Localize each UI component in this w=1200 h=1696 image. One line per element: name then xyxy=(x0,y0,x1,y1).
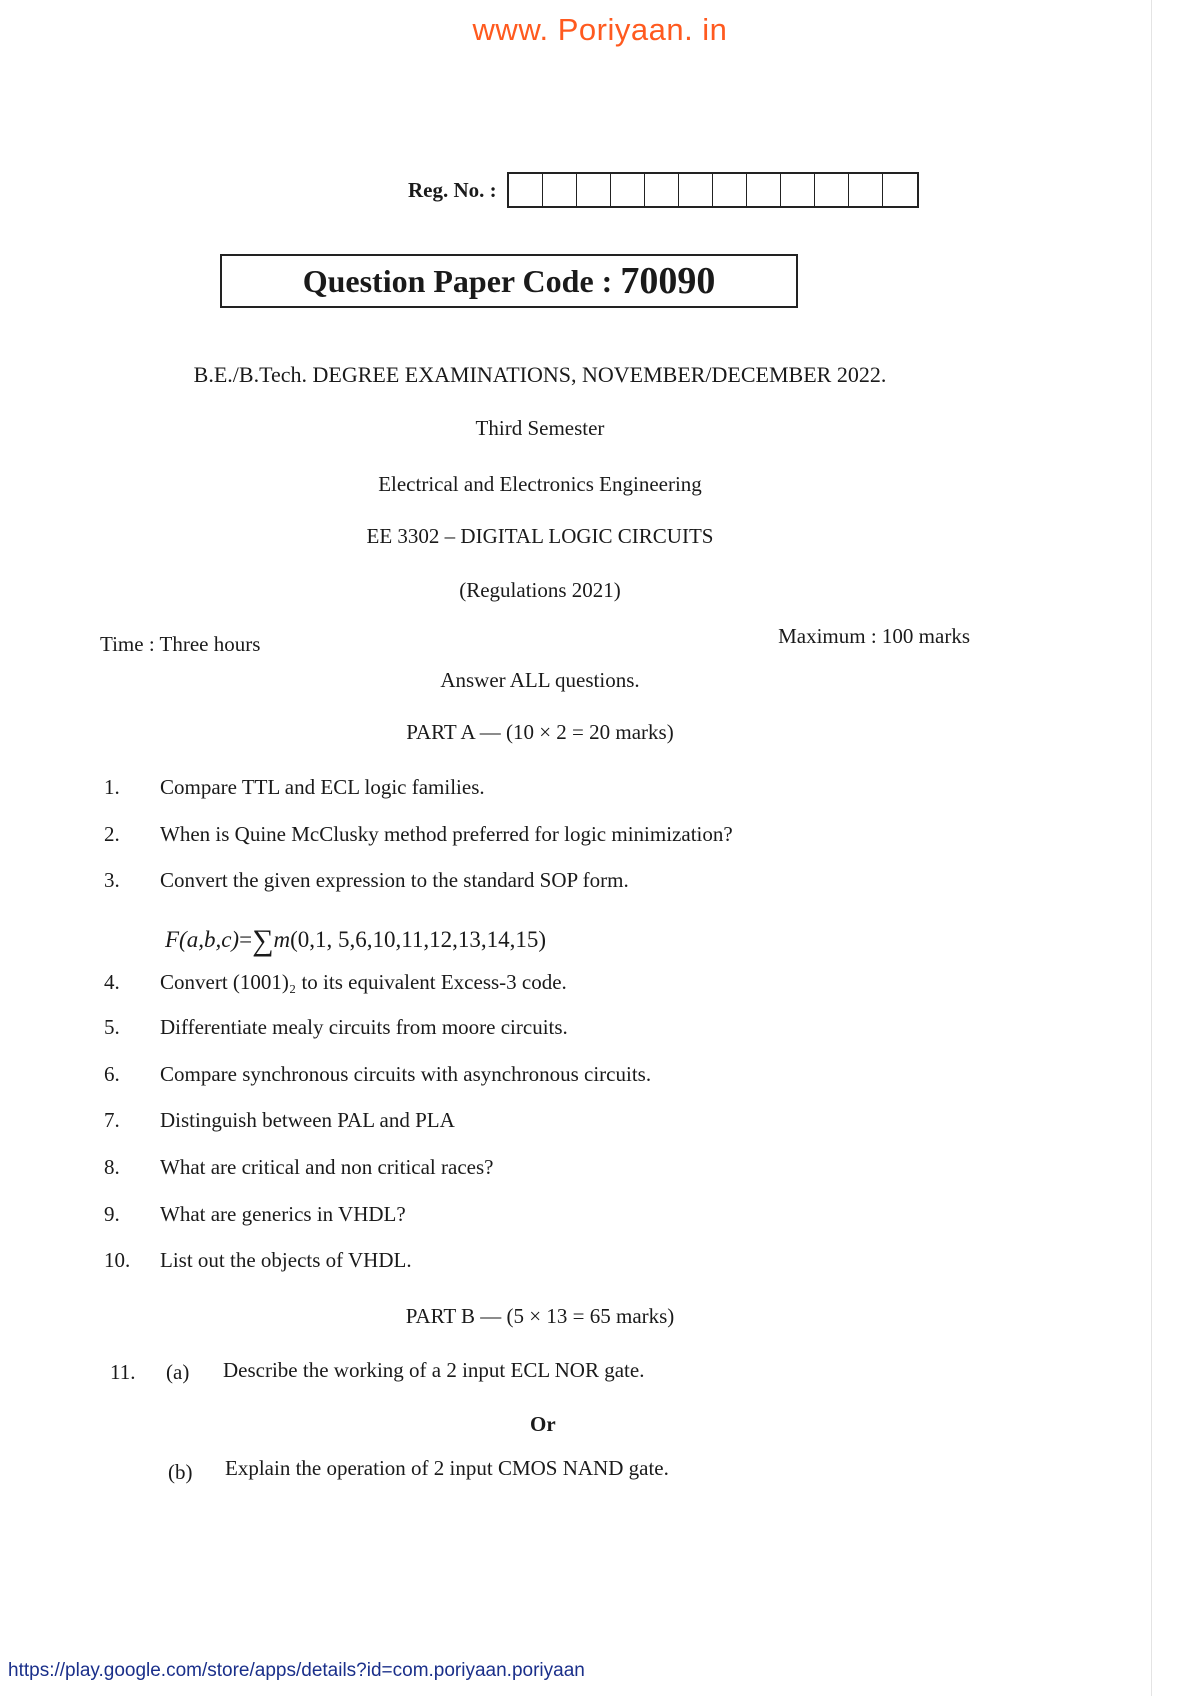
formula-lhs: F(a,b,c) xyxy=(165,927,240,952)
qpc-code: 70090 xyxy=(620,260,716,302)
formula-terms: (0,1, 5,6,10,11,12,13,14,15) xyxy=(290,927,547,952)
question-paper-code-box xyxy=(220,254,798,308)
question-number: 9. xyxy=(104,1202,120,1226)
question-number: 6. xyxy=(104,1062,120,1086)
question-text: When is Quine McClusky method preferred for logic minimization? xyxy=(160,822,733,846)
formula-equals: = xyxy=(239,927,253,952)
question-text: Distinguish between PAL and PLA xyxy=(160,1108,455,1132)
question-row xyxy=(0,1108,1100,1144)
reg-no-box[interactable] xyxy=(577,174,611,206)
question-number: 3. xyxy=(104,868,120,892)
branch: Electrical and Electronics Engineering xyxy=(378,472,702,496)
question-number: 10. xyxy=(104,1248,131,1272)
reg-no-box[interactable] xyxy=(883,174,917,206)
q11b-label: (b) xyxy=(168,1460,193,1484)
reg-no-box[interactable] xyxy=(849,174,883,206)
sigma-symbol: ∑ xyxy=(252,924,274,957)
course-title: EE 3302 – DIGITAL LOGIC CIRCUITS xyxy=(366,524,714,548)
q11a-label: (a) xyxy=(166,1360,190,1384)
reg-no-box[interactable] xyxy=(509,174,543,206)
q11-number: 11. xyxy=(110,1360,136,1384)
question-text: What are generics in VHDL? xyxy=(160,1202,406,1226)
reg-no-box[interactable] xyxy=(611,174,645,206)
question-text: Convert (1001)₂ to its equivalent Excess-3 code. xyxy=(160,970,567,994)
q11a-text: Describe the working of a 2 input ECL NOR gate. xyxy=(223,1358,645,1382)
instruction: Answer ALL questions. xyxy=(440,668,640,692)
question-number: 5. xyxy=(104,1015,120,1039)
question-text: Compare TTL and ECL logic families. xyxy=(160,775,485,799)
question-row xyxy=(0,822,1100,858)
app-link-watermark[interactable]: https://play.google.com/store/apps/details?id=com.poriyaan.poriyaan xyxy=(8,1660,585,1681)
question-number: 4. xyxy=(104,970,120,994)
reg-no-box[interactable] xyxy=(747,174,781,206)
reg-no-box[interactable] xyxy=(543,174,577,206)
question-number: 1. xyxy=(104,775,120,799)
semester: Third Semester xyxy=(475,416,605,440)
formula-m: m xyxy=(273,927,291,952)
reg-no-label: Reg. No. : xyxy=(408,177,497,202)
regulations: (Regulations 2021) xyxy=(459,578,621,602)
reg-no-field xyxy=(408,172,919,208)
reg-no-box[interactable] xyxy=(815,174,849,206)
question-row xyxy=(0,775,1100,811)
reg-no-boxes xyxy=(507,172,919,208)
question-text: Compare synchronous circuits with asynchronous circuits. xyxy=(160,1062,652,1086)
question-row xyxy=(0,970,1100,1006)
sop-formula xyxy=(165,924,546,958)
question-text: Differentiate mealy circuits from moore circuits. xyxy=(160,1015,568,1039)
or-separator: Or xyxy=(530,1412,556,1436)
question-row xyxy=(0,1202,1100,1238)
question-number: 8. xyxy=(104,1155,120,1179)
maximum-marks: Maximum : 100 marks xyxy=(778,624,970,648)
part-a-title: PART A — (10 × 2 = 20 marks) xyxy=(406,720,674,744)
question-row xyxy=(0,868,1100,904)
exam-title: B.E./B.Tech. DEGREE EXAMINATIONS, NOVEMBER/DECEMBER 2022. xyxy=(193,362,887,387)
reg-no-box[interactable] xyxy=(645,174,679,206)
question-text: List out the objects of VHDL. xyxy=(160,1248,412,1272)
question-text: What are critical and non critical races? xyxy=(160,1155,494,1179)
site-watermark[interactable]: www. Poriyaan. in xyxy=(472,12,728,47)
reg-no-box[interactable] xyxy=(781,174,815,206)
question-number: 7. xyxy=(104,1108,120,1132)
question-row xyxy=(0,1155,1100,1191)
page-edge xyxy=(1151,0,1152,1696)
reg-no-box[interactable] xyxy=(679,174,713,206)
reg-no-box[interactable] xyxy=(713,174,747,206)
question-text: Convert the given expression to the standard SOP form. xyxy=(160,868,629,892)
q11b-text: Explain the operation of 2 input CMOS NAND gate. xyxy=(225,1456,669,1480)
question-row xyxy=(0,1248,1100,1284)
question-row xyxy=(0,1015,1100,1051)
time-allowed: Time : Three hours xyxy=(100,632,261,656)
question-number: 2. xyxy=(104,822,120,846)
qpc-label: Question Paper Code : xyxy=(302,262,613,299)
question-row xyxy=(0,1062,1100,1098)
part-b-title: PART B — (5 × 13 = 65 marks) xyxy=(405,1304,675,1328)
